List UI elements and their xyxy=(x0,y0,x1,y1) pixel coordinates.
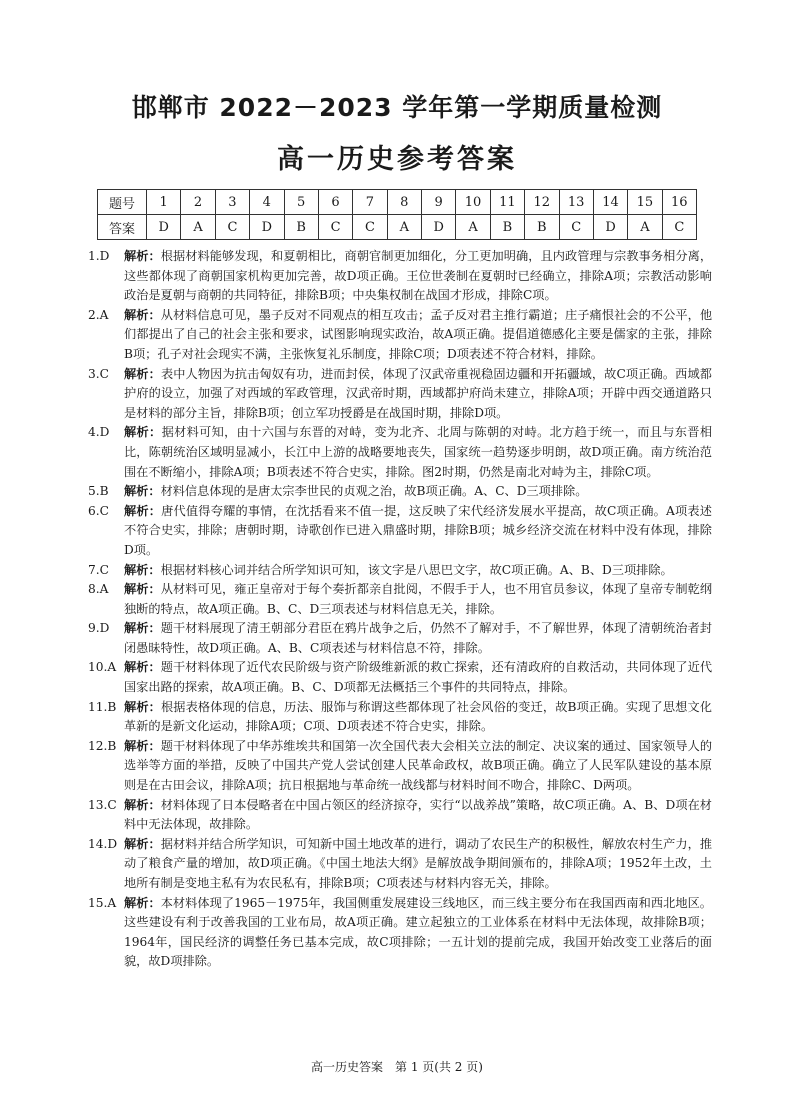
question-number-cell: 13 xyxy=(559,190,593,215)
explanation-item xyxy=(88,835,712,894)
analysis-label: 解析： xyxy=(124,503,162,518)
answer-cell: C xyxy=(215,215,249,240)
item-number: 12.B xyxy=(88,738,117,753)
item-number: 14.D xyxy=(88,836,118,851)
analysis-text: 从材料可见，雍正皇帝对于每个奏折都亲自批阅，不假手于人，也不用官员参议，体现了皇帝专制乾纲独断的特点，故A项正确。B、C、D三项表述与材料信息无关，排除。 xyxy=(124,582,713,616)
explanation-item xyxy=(88,658,712,697)
question-number-cell: 5 xyxy=(284,190,318,215)
item-number: 6.C xyxy=(88,503,109,518)
analysis-text: 本材料体现了1965－1975年，我国侧重发展建设三线地区，而三线主要分布在我国西南和西北地区。这些建设有利于改善我国的工业布局，故A项正确。建立起独立的工业体系在材料中无法体现，故排除B项；1964年，国民经济的调整任务已基本完成，故C项排除；一五计划的提前完成，我国开始改变工业落后的面貌，故D项排除。 xyxy=(124,895,712,969)
explanation-item xyxy=(88,423,712,482)
item-number: 8.A xyxy=(88,582,109,597)
answer-cell: A xyxy=(628,215,662,240)
question-number-cell: 3 xyxy=(215,190,249,215)
analysis-text: 材料体现了日本侵略者在中国占领区的经济掠夺，实行“以战养战”策略，故C项正确。A、B、D项在材料中无法体现，故排除。 xyxy=(124,797,712,832)
item-number: 5.B xyxy=(88,484,109,499)
analysis-text: 材料信息体现的是唐太宗李世民的贞观之治，故B项正确。A、C、D三项排除。 xyxy=(160,484,588,499)
answer-row xyxy=(98,215,697,240)
analysis-label: 解析： xyxy=(124,836,161,851)
answer-cell: A xyxy=(456,215,490,240)
question-number-cell: 10 xyxy=(456,190,490,215)
analysis-label: 解析： xyxy=(124,660,161,675)
analysis-text: 根据表格体现的信息，历法、服饰与称谓这些都体现了社会风俗的变迁，故B项正确。实现了思想文化革新的是新文化运动，排除A项；C项、D项表述不符合史实，排除。 xyxy=(124,699,712,734)
explanation-item xyxy=(88,482,712,502)
analysis-text: 从材料信息可见，墨子反对不同观点的相互攻击；孟子反对君主推行霸道；庄子痛恨社会的不公平，他们都提出了自己的社会主张和要求，试图影响现实政治，故A项正确。提倡道德感化主要是儒家的主张，排除B项；孔子对社会现实不满，主张恢复礼乐制度，排除C项；D项表述不符合材料，排除。 xyxy=(124,307,713,361)
item-number: 2.A xyxy=(88,307,109,322)
item-number: 13.C xyxy=(88,797,117,812)
explanation-item xyxy=(88,737,712,796)
answer-cell: C xyxy=(662,215,696,240)
analysis-label: 解析： xyxy=(124,797,161,812)
item-number: 3.C xyxy=(88,366,109,381)
question-number-cell: 1 xyxy=(147,190,181,215)
explanation-item xyxy=(88,619,712,658)
answer-cell: D xyxy=(250,215,284,240)
explanation-item xyxy=(88,502,712,561)
explanation-list xyxy=(88,247,712,972)
explanation-item xyxy=(88,796,712,835)
question-number-cell: 12 xyxy=(525,190,559,215)
question-number-cell: 15 xyxy=(628,190,662,215)
question-number-cell: 11 xyxy=(490,190,524,215)
answer-cell: D xyxy=(593,215,627,240)
answer-cell: B xyxy=(525,215,559,240)
analysis-text: 题干材料体现了近代农民阶级与资产阶级维新派的救亡探索，还有清政府的自救活动，共同体现了近代国家出路的探索，故A项正确。B、C、D项都无法概括三个事件的共同特点，排除。 xyxy=(124,660,713,695)
analysis-label: 解析： xyxy=(124,621,161,636)
item-number: 10.A xyxy=(88,660,117,675)
answer-cell: A xyxy=(387,215,421,240)
analysis-label: 解析： xyxy=(124,366,161,381)
answer-cell: B xyxy=(490,215,524,240)
explanation-item xyxy=(88,306,712,365)
answer-label: 答案 xyxy=(98,215,147,240)
item-number: 4.D xyxy=(88,425,110,440)
analysis-label: 解析： xyxy=(124,738,161,753)
answer-cell: C xyxy=(559,215,593,240)
item-number: 7.C xyxy=(88,562,109,577)
answer-cell: B xyxy=(284,215,318,240)
analysis-label: 解析： xyxy=(124,895,161,910)
answer-cell: D xyxy=(147,215,181,240)
analysis-text: 据材料并结合所学知识，可知新中国土地改革的进行，调动了农民生产的积极性，解放农村生产力，推动了粮食产量的增加，故D项正确。《中国土地法大纲》是解放战争期间颁布的，排除A项；1952年土改，土地所有制是变地主私有为农民私有，排除B项；C项表述与材料内容无关，排除。 xyxy=(124,836,713,890)
analysis-text: 根据材料核心词并结合所学知识可知，该文字是八思巴文字，故C项正确。A、B、D三项排除。 xyxy=(160,562,673,577)
analysis-label: 解析： xyxy=(124,425,162,440)
explanation-item xyxy=(88,247,712,306)
analysis-text: 据材料可知，由十六国与东晋的对峙，变为北齐、北周与陈朝的对峙。北方趋于统一，而且与东晋相比，陈朝统治区域明显减小，长江中上游的战略要地丧失，国家统一趋势逐步明朗，故D项正确。南方统治范围在不断缩小，排除A项；B项表述不符合史实，排除。图2时期，仍然是南北对峙为主，排除C项。 xyxy=(124,425,713,479)
question-number-cell: 4 xyxy=(250,190,284,215)
answer-cell: A xyxy=(181,215,215,240)
explanation-item xyxy=(88,580,712,619)
analysis-label: 解析： xyxy=(124,562,161,577)
item-number: 9.D xyxy=(88,621,110,636)
page-footer: 高一历史答案 第 1 页(共 2 页) xyxy=(311,1060,483,1074)
explanation-item xyxy=(88,561,712,581)
analysis-text: 根据材料能够发现，和夏朝相比，商朝官制更加细化，分工更加明确，且内政管理与宗教事务相分离，这些都体现了商朝国家机构更加完善，故D项正确。王位世袭制在夏朝时已经确立，排除A项；宗教活动影响政治是夏朝与商朝的共同特征，排除B项；中央集权制在战国才形成，排除C项。 xyxy=(124,249,713,303)
question-number-cell: 14 xyxy=(593,190,627,215)
question-number-cell: 2 xyxy=(181,190,215,215)
analysis-label: 解析： xyxy=(124,582,161,597)
item-number: 11.B xyxy=(88,699,117,714)
analysis-label: 解析： xyxy=(124,699,161,714)
item-number: 15.A xyxy=(88,895,117,910)
question-number-label: 题号 xyxy=(98,190,147,215)
analysis-label: 解析： xyxy=(124,249,161,263)
answer-cell: D xyxy=(422,215,456,240)
question-number-cell: 6 xyxy=(318,190,352,215)
analysis-label: 解析： xyxy=(124,307,161,322)
explanation-item xyxy=(88,365,712,424)
question-number-cell: 7 xyxy=(353,190,387,215)
question-number-cell: 9 xyxy=(422,190,456,215)
answer-cell: C xyxy=(318,215,352,240)
analysis-text: 唐代值得夸耀的事情，在沈括看来不值一提，这反映了宋代经济发展水平提高，故C项正确。A项表述不符合史实，排除；唐朝时期，诗歌创作已进入鼎盛时期，排除B项；城乡经济交流在材料中没有体现，排除D项。 xyxy=(124,503,712,557)
analysis-text: 题干材料展现了清王朝部分君臣在鸦片战争之后，仍然不了解对手，不了解世界，体现了清朝统治者封闭愚昧特性，故D项正确。A、B、C项表述与材料信息不符，排除。 xyxy=(124,621,713,655)
explanation-item xyxy=(88,894,712,972)
answer-cell: C xyxy=(353,215,387,240)
analysis-label: 解析： xyxy=(124,484,161,499)
document-subtitle: 高一历史参考答案 xyxy=(277,144,517,175)
document-title: 邯郸市 2022－2023 学年第一学期质量检测 xyxy=(131,93,663,122)
item-number: 1.D xyxy=(88,249,110,263)
answer-key-table xyxy=(97,189,697,240)
explanation-item xyxy=(88,698,712,737)
analysis-text: 题干材料体现了中华苏维埃共和国第一次全国代表大会相关立法的制定、决议案的通过、国家领导人的选举等方面的举措，反映了中国共产党人尝试创建人民革命政权，故B项正确。确立了人民军队建设的基本原则是在古田会议，排除A项；抗日根据地与革命统一战线都与材料时间不吻合，排除C、D两项。 xyxy=(124,738,713,793)
analysis-text: 表中人物因为抗击匈奴有功，进而封侯，体现了汉武帝重视稳固边疆和开拓疆域，故C项正确。西域都护府的设立，加强了对西域的军政管理，汉武帝时期，西域都护府尚未建立，排除A项；开辟中西交通道路只是材料的部分主旨，排除B项；创立军功授爵是在战国时期，排除D项。 xyxy=(124,366,712,420)
question-number-row xyxy=(98,190,697,215)
question-number-cell: 8 xyxy=(387,190,421,215)
question-number-cell: 16 xyxy=(662,190,696,215)
